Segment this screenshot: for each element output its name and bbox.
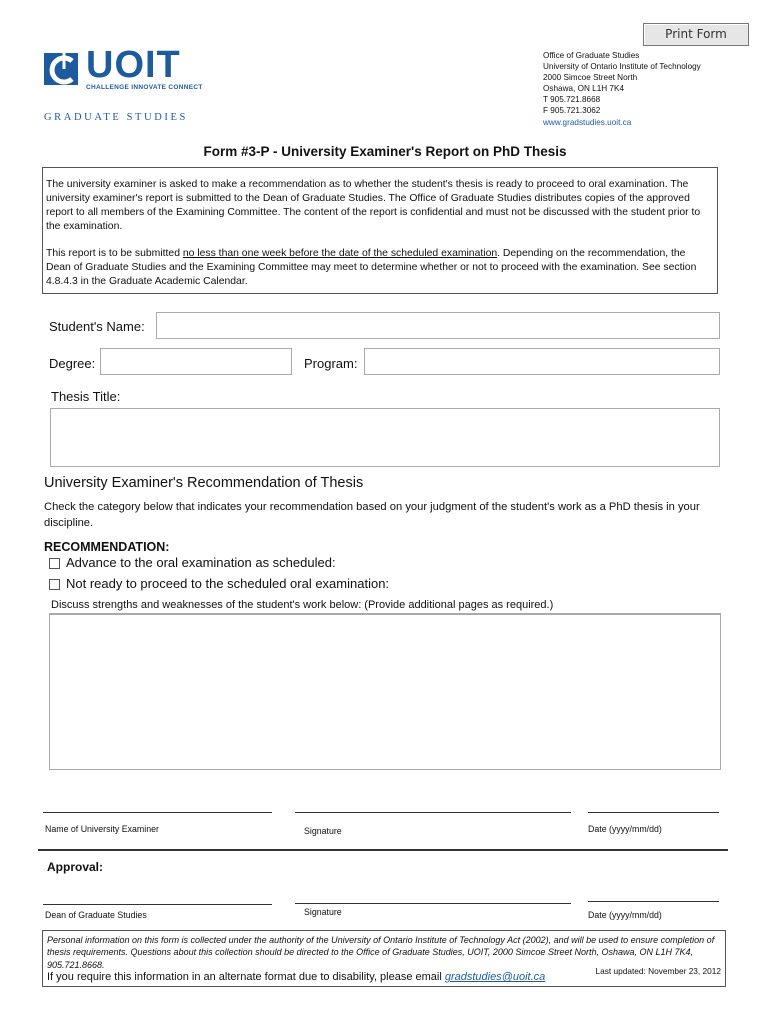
student-name-label: Student's Name: — [49, 319, 145, 334]
examiner-name-line — [43, 812, 272, 813]
discussion-field[interactable] — [49, 614, 721, 770]
intro-underlined-text: no less than one week before the date of the scheduled examination — [182, 248, 498, 259]
approval-divider — [38, 849, 728, 851]
not-ready-checkbox[interactable] — [49, 579, 60, 590]
office-phone: T 905.721.8668 — [543, 95, 601, 105]
advance-checkbox[interactable] — [49, 558, 60, 569]
approval-heading: Approval: — [47, 860, 104, 874]
office-line: Office of Graduate Studies — [543, 51, 640, 60]
form-title: Form #3-P - University Examiner's Report on PhD Thesis — [203, 144, 567, 159]
department-name: GRADUATE STUDIES — [44, 112, 188, 123]
date-caption: Date (yyyy/mm/dd) — [588, 824, 662, 834]
degree-label: Degree: — [49, 356, 96, 371]
recommendation-section-heading: University Examiner's Recommendation of Thesis — [44, 475, 364, 491]
program-field[interactable] — [364, 348, 720, 375]
logo-wordmark: UOIT — [86, 44, 181, 86]
intro-paragraph: The university examiner is asked to make a recommendation as to whether the student's thesis is ready to proceed to oral examination. The university examiner's report is submitted to the Dean of Graduate Studies. The Office of Graduate Studies distributes copies of the approved report to all members of the Examining Committee. The content of the report is confidential and must not be discussed with the student prior to the examination. — [46, 179, 701, 232]
email-link[interactable]: gradstudies@uoit.ca — [444, 971, 546, 984]
privacy-notice: Personal information on this form is collected under the authority of the University of Ontario Institute of Technology Act (2002), and will be used to ensure completion of thesis requirements. Questions about this collection should be directed to the Office of Graduate Studies, UOIT, 2000 Simcoe Street North, Oshawa, ON L1H 7K4, 905.721.8668. — [47, 935, 715, 970]
advance-option-label: Advance to the oral examination as scheduled: — [66, 555, 336, 570]
student-name-field[interactable] — [156, 312, 720, 339]
date-line — [588, 812, 719, 813]
signature-caption: Signature — [304, 907, 342, 917]
signature-line — [295, 903, 571, 904]
degree-field[interactable] — [100, 348, 292, 375]
logo-tagline: CHALLENGE INNOVATE CONNECT — [86, 84, 203, 91]
office-website-link[interactable]: www.gradstudies.uoit.ca — [543, 117, 632, 127]
thesis-title-label: Thesis Title: — [51, 389, 121, 404]
privacy-footer — [42, 930, 726, 987]
discuss-label: Discuss strengths and weaknesses of the student's work below: (Provide additional pages as required.) — [51, 599, 554, 611]
date-line — [588, 901, 719, 902]
recommendation-heading: RECOMMENDATION: — [44, 540, 170, 554]
office-fax: F 905.721.3062 — [543, 106, 601, 116]
intro-text: This report is to be submitted — [46, 248, 183, 259]
intro-box — [42, 167, 718, 294]
office-line: 2000 Simcoe Street North — [543, 73, 638, 83]
disability-text: If you require this information in an alternate format due to disability, please email — [47, 971, 445, 984]
office-address — [543, 50, 701, 128]
date-caption: Date (yyyy/mm/dd) — [588, 910, 662, 920]
not-ready-option-label: Not ready to proceed to the scheduled oral examination: — [66, 576, 390, 591]
dean-caption: Dean of Graduate Studies — [45, 910, 147, 920]
uoit-logo-icon — [42, 49, 82, 89]
examiner-name-caption: Name of University Examiner — [45, 824, 159, 834]
office-line: University of Ontario Institute of Technology — [543, 62, 701, 72]
last-updated: Last updated: November 23, 2012 — [595, 966, 721, 976]
program-label: Program: — [304, 356, 358, 371]
intro-paragraph — [46, 247, 713, 289]
dean-line — [43, 904, 272, 905]
recommendation-instruction: Check the category below that indicates your recommendation based on your judgment of the student's work as a PhD thesis in your discipline. — [44, 501, 700, 529]
thesis-title-field[interactable] — [50, 408, 720, 467]
signature-line — [295, 812, 571, 813]
signature-caption: Signature — [304, 826, 342, 836]
office-line: Oshawa, ON L1H 7K4 — [543, 84, 625, 94]
print-form-button[interactable]: Print Form — [643, 23, 749, 46]
intro-text: . Depending on the recommendation, the Dean of Graduate Studies and the Examining Committee may meet to determine whether or not to proceed with the examination. See section 4.8.4.3 in the Graduate Academic Calendar. — [46, 248, 697, 287]
